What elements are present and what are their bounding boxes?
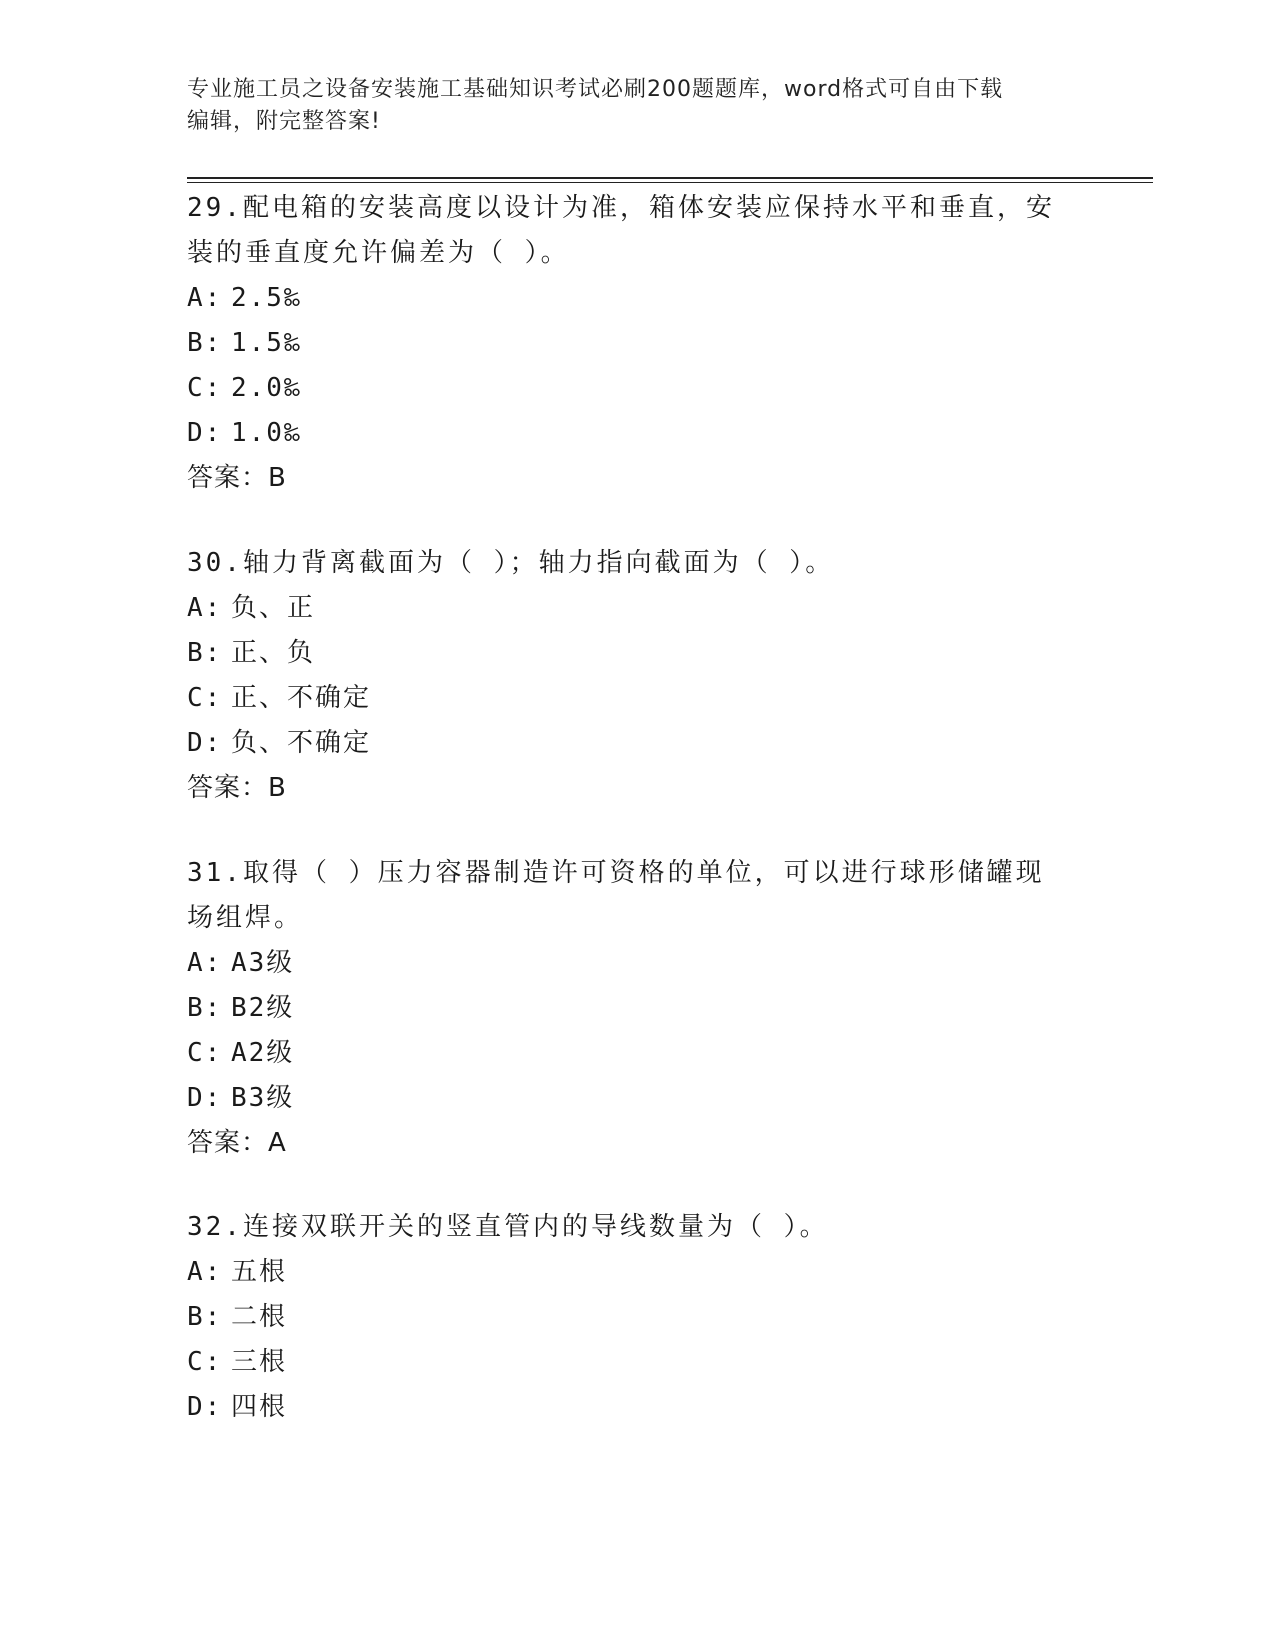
question-32 bbox=[187, 1205, 1087, 1430]
option-c bbox=[187, 366, 1087, 411]
option-key: B: bbox=[187, 328, 223, 358]
answer-line: 答案：B bbox=[187, 463, 287, 493]
option-key: D: bbox=[187, 728, 223, 758]
question-text: 31.取得（ ）压力容器制造许可资格的单位，可以进行球形储罐现场组焊。 bbox=[187, 858, 1045, 933]
option-b bbox=[187, 321, 1087, 366]
option-c bbox=[187, 676, 1087, 721]
option-d bbox=[187, 411, 1087, 456]
question-29 bbox=[187, 186, 1087, 501]
option-key: C: bbox=[187, 683, 223, 713]
header-title-line-2: 编辑，附完整答案! bbox=[187, 109, 381, 134]
question-30 bbox=[187, 541, 1087, 811]
option-b bbox=[187, 986, 1087, 1031]
option-key: A: bbox=[187, 593, 223, 623]
option-text: A2级 bbox=[231, 1038, 295, 1068]
option-c bbox=[187, 1031, 1087, 1076]
option-a bbox=[187, 586, 1087, 631]
option-b bbox=[187, 631, 1087, 676]
option-text: 1.0‰ bbox=[231, 418, 302, 448]
option-key: A: bbox=[187, 283, 223, 313]
question-31 bbox=[187, 851, 1087, 1166]
option-d bbox=[187, 1076, 1087, 1121]
question-text: 32.连接双联开关的竖直管内的导线数量为（ ）。 bbox=[187, 1212, 829, 1242]
option-text: 正、不确定 bbox=[231, 683, 372, 713]
option-text: 负、不确定 bbox=[231, 728, 372, 758]
option-key: C: bbox=[187, 1347, 223, 1377]
option-key: D: bbox=[187, 418, 223, 448]
option-key: B: bbox=[187, 1302, 223, 1332]
option-text: 2.0‰ bbox=[231, 373, 302, 403]
option-text: 二根 bbox=[231, 1302, 288, 1332]
option-text: 三根 bbox=[231, 1347, 288, 1377]
option-c bbox=[187, 1340, 1087, 1385]
option-a bbox=[187, 276, 1087, 321]
answer-line: 答案：A bbox=[187, 1128, 287, 1158]
option-text: B2级 bbox=[231, 993, 295, 1023]
option-key: D: bbox=[187, 1083, 223, 1113]
document-header bbox=[187, 74, 1067, 138]
option-text: 四根 bbox=[231, 1392, 288, 1422]
option-text: 五根 bbox=[231, 1257, 288, 1287]
answer-line: 答案：B bbox=[187, 773, 287, 803]
option-key: B: bbox=[187, 638, 223, 668]
option-a bbox=[187, 1250, 1087, 1295]
header-title-line-1: 专业施工员之设备安装施工基础知识考试必刷200题题库，word格式可自由下载 bbox=[187, 77, 1004, 102]
question-text: 29.配电箱的安装高度以设计为准，箱体安装应保持水平和垂直，安装的垂直度允许偏差为（ ）。 bbox=[187, 193, 1055, 268]
option-text: 2.5‰ bbox=[231, 283, 302, 313]
option-text: 正、负 bbox=[231, 638, 316, 668]
option-d bbox=[187, 721, 1087, 766]
option-text: B3级 bbox=[231, 1083, 295, 1113]
option-text: 负、正 bbox=[231, 593, 316, 623]
header-divider-thick bbox=[187, 177, 1153, 179]
option-b bbox=[187, 1295, 1087, 1340]
header-divider-thin bbox=[187, 182, 1153, 183]
option-text: A3级 bbox=[231, 948, 295, 978]
option-key: C: bbox=[187, 373, 223, 403]
option-d bbox=[187, 1385, 1087, 1430]
option-key: B: bbox=[187, 993, 223, 1023]
option-key: A: bbox=[187, 1257, 223, 1287]
option-key: D: bbox=[187, 1392, 223, 1422]
question-text: 30.轴力背离截面为（ ）；轴力指向截面为（ ）。 bbox=[187, 548, 835, 578]
option-a bbox=[187, 941, 1087, 986]
option-text: 1.5‰ bbox=[231, 328, 302, 358]
option-key: C: bbox=[187, 1038, 223, 1068]
option-key: A: bbox=[187, 948, 223, 978]
